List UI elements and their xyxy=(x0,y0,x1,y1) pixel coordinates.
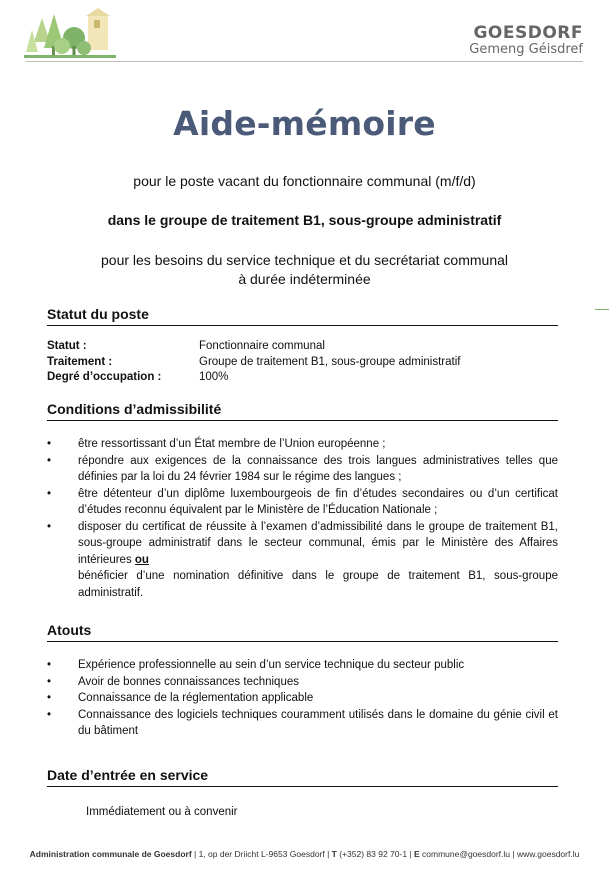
footer-email-label: E xyxy=(413,849,420,859)
footer-address: | 1, op der Driicht L-9653 Goesdorf | xyxy=(191,849,332,859)
statut-row xyxy=(47,370,460,386)
or-word: ou xyxy=(134,553,149,566)
statut-details xyxy=(47,339,460,386)
page-footer xyxy=(0,849,609,859)
section-heading-atouts: Atouts xyxy=(47,622,558,642)
list-item xyxy=(47,690,558,707)
footer-phone-label: T xyxy=(331,849,337,859)
statut-row xyxy=(47,339,460,355)
list-item-text: répondre aux exigences de la connaissance des trois langues administratives telles que définies par la loi du 24 février 1984 sur le régime des langues ; xyxy=(78,454,558,483)
bullet-icon: • xyxy=(47,659,52,671)
statut-label: Degré d’occupation : xyxy=(47,371,162,383)
list-item-text: Connaissance des logiciels techniques couramment utilisés dans le domaine du génie civil et du bâtiment xyxy=(78,708,558,737)
statut-value: Fonctionnaire communal xyxy=(199,340,325,352)
footer-email: commune@goesdorf.lu | www.goesdorf.lu xyxy=(419,849,580,859)
bullet-icon: • xyxy=(47,708,52,721)
statut-label: Statut : xyxy=(47,340,87,352)
list-item xyxy=(47,436,558,453)
footer-org: Administration communale de Goesdorf xyxy=(29,849,192,859)
statut-value: Groupe de traitement B1, sous-groupe administratif xyxy=(199,355,461,368)
brand-subtitle: Gemeng Géisdref xyxy=(469,42,583,57)
list-item xyxy=(47,707,558,740)
footer-phone: (+352) 83 92 70-1 | xyxy=(336,849,414,859)
statut-row xyxy=(47,355,460,371)
statut-value: 100% xyxy=(199,371,229,383)
document-title: Aide-mémoire xyxy=(173,104,436,143)
bullet-icon: • xyxy=(47,520,52,533)
bullet-icon: • xyxy=(47,692,52,704)
bullet-icon: • xyxy=(47,454,52,467)
list-item-text: bénéficier d’une nomination définitive dans le groupe de traitement B1, sous-groupe administratif. xyxy=(78,570,558,599)
bullet-icon: • xyxy=(47,438,52,450)
subtitle-line-4: à durée indéterminée xyxy=(238,271,371,287)
list-item-text: Expérience professionnelle au sein d’un service technique du secteur public xyxy=(78,659,465,671)
list-item xyxy=(47,674,558,691)
section-heading-statut: Statut du poste xyxy=(47,306,558,326)
bullet-icon: • xyxy=(47,675,52,688)
list-item xyxy=(47,453,558,486)
section-heading-conditions: Conditions d’admissibilité xyxy=(47,401,558,421)
subtitle-line-2: dans le groupe de traitement B1, sous-groupe administratif xyxy=(107,212,502,228)
header-divider xyxy=(26,61,583,62)
subtitle-line-1: pour le poste vacant du fonctionnaire communal (m/f/d) xyxy=(133,173,476,189)
brand-block xyxy=(469,24,583,58)
subtitle-line-3: pour les besoins du service technique et du secrétariat communal xyxy=(101,252,508,268)
list-item-text: disposer du certificat de réussite à l’examen d’admissibilité dans le groupe de traitement B1, sous-groupe administratif dans le secteur communal, émis par le Ministère des Affaires intérieures xyxy=(78,520,558,566)
list-item xyxy=(47,519,558,569)
section-heading-date: Date d’entrée en service xyxy=(47,767,558,787)
list-item xyxy=(47,568,558,601)
conditions-list xyxy=(47,436,558,601)
bullet-icon: • xyxy=(47,487,52,500)
list-item-text: être détenteur d’un diplôme luxembourgeois de fin d’études secondaires ou d’un certificat d’études reconnu équivalent par le Ministère de l’Éducation Nationale ; xyxy=(78,487,558,516)
list-item-text: Connaissance de la réglementation applicable xyxy=(78,692,314,704)
goesdorf-logo xyxy=(24,8,116,62)
brand-name: GOESDORF xyxy=(473,23,583,43)
list-item-text: Avoir de bonnes connaissances techniques xyxy=(78,675,299,688)
margin-mark xyxy=(595,309,609,310)
start-date-text: Immédiatement ou à convenir xyxy=(86,806,238,818)
list-item xyxy=(47,657,558,674)
statut-label: Traitement : xyxy=(47,355,113,368)
list-item-text: être ressortissant d’un État membre de l’Union européenne ; xyxy=(78,438,386,450)
list-item xyxy=(47,486,558,519)
atouts-list xyxy=(47,657,558,740)
